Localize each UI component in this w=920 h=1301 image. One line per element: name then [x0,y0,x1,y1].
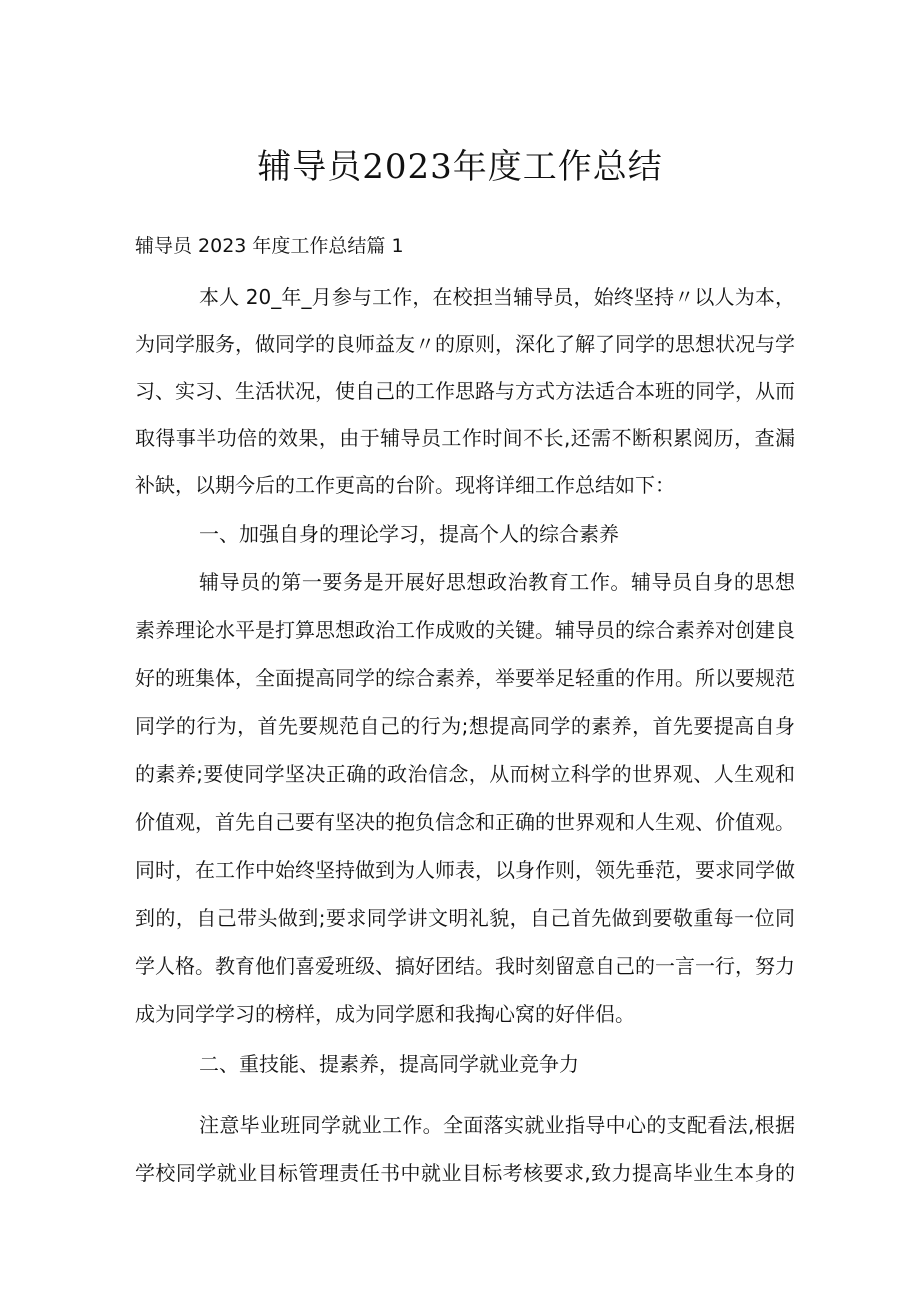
section-subheading: 辅导员 2023 年度工作总结篇 1 [135,235,404,257]
paragraph-2-line-6: 价值观，首先自己要有坚决的抱负信念和正确的世界观和人生观、价值观。 [135,810,795,834]
paragraph-2-line-1: 辅导员的第一要务是开展好思想政治教育工作。辅导员自身的思想 [199,570,795,594]
paragraph-2-line-5: 的素养;要使同学坚决正确的政治信念，从而树立科学的世界观、人生观和 [135,762,795,786]
paragraph-2-line-9: 学人格。教育他们喜爱班级、搞好团结。我时刻留意自己的一言一行，努力 [135,954,795,978]
paragraph-2-line-8: 到的，自己带头做到;要求同学讲文明礼貌，自己首先做到要敬重每一位同 [135,906,795,930]
paragraph-1-line-1: 本人 20_年_月参与工作，在校担当辅导员，始终坚持〃以人为本， [199,285,795,309]
paragraph-1-line-4: 取得事半功倍的效果，由于辅导员工作时间不长,还需不断积累阅历，查漏 [135,426,795,450]
paragraph-3-line-1: 注意毕业班同学就业工作。全面落实就业指导中心的支配看法,根据 [199,1113,795,1137]
paragraph-2-line-4: 同学的行为，首先要规范自己的行为;想提高同学的素养，首先要提高自身 [135,714,795,738]
paragraph-2-line-3: 好的班集体，全面提高同学的综合素养，举要举足轻重的作用。所以要规范 [135,666,795,690]
section-heading-1: 一、加强自身的理论学习，提高个人的综合素养 [199,522,619,546]
paragraph-2-line-2: 素养理论水平是打算思想政治工作成败的关键。辅导员的综合素养对创建良 [135,618,795,642]
paragraph-1-line-2: 为同学服务，做同学的良师益友〃的原则，深化了解了同学的思想状况与学 [135,332,795,356]
paragraph-2-line-7: 同时，在工作中始终坚持做到为人师表，以身作则，领先垂范，要求同学做 [135,858,795,882]
section-heading-2: 二、重技能、提素养，提高同学就业竞争力 [199,1052,579,1076]
document-title: 辅导员2023年度工作总结 [257,147,663,187]
paragraph-1-line-5: 补缺，以期今后的工作更高的台阶。现将详细工作总结如下： [135,473,675,497]
paragraph-1-line-3: 习、实习、生活状况，使自己的工作思路与方式方法适合本班的同学，从而 [135,379,795,403]
paragraph-2-line-10: 成为同学学习的榜样，成为同学愿和我掏心窝的好伴侣。 [135,1002,635,1026]
paragraph-3-line-2: 学校同学就业目标管理责任书中就业目标考核要求,致力提高毕业生本身的 [135,1161,795,1185]
